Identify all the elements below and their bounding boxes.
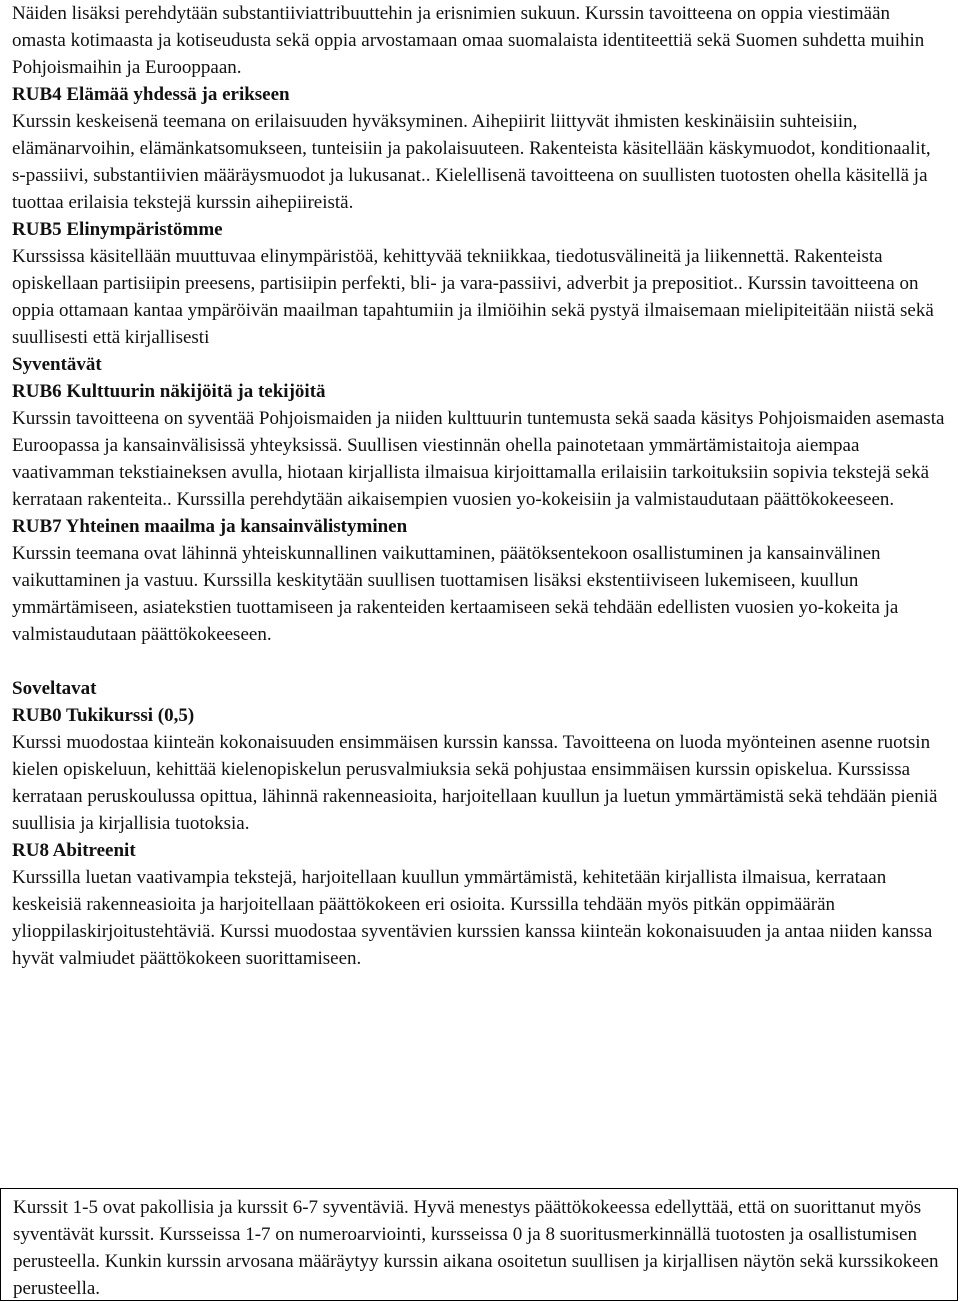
- heading-rub0: RUB0 Tukikurssi (0,5): [12, 705, 195, 726]
- paragraph-rub6: Kurssin tavoitteena on syventää Pohjoismaiden ja niiden kulttuurin tuntemusta sekä saada käsitys Pohjoismaiden asemasta Euroopassa ja kansainvälisissä yhteyksissä. Suullisen viestinnän ohella painotetaan ymmärtämistaitoja aiempaa vaativamman tekstiaineksen avulla, hiotaan kirjallista ilmaisua kirjoittamalla erilaisiin tarkoituksiin sopivia tekstejä sekä kerrataan rakenteita.. Kurssilla perehdytään aikaisempien vuosien yo-kokeisiin ja valmistaudutaan päättökokeeseen.: [12, 408, 945, 510]
- section-gap: [12, 648, 948, 675]
- heading-rub4: RUB4 Elämää yhdessä ja erikseen: [12, 84, 290, 105]
- document-body: [12, 0, 948, 972]
- heading-rub6: RUB6 Kulttuurin näkijöitä ja tekijöitä: [12, 381, 326, 402]
- heading-syventavat: Syventävät: [12, 354, 102, 375]
- course-note-text: Kurssit 1-5 ovat pakollisia ja kurssit 6-7 syventäviä. Hyvä menestys päättökokeessa edellyttää, että on suorittanut myös syventävät kurssit. Kursseissa 1-7 on numeroarviointi, kursseissa 0 ja 8 suoritusmerkinnällä tuotosten ja osallistumisen perusteella. Kunkin kurssin arvosana määräytyy kurssin aikana osoitetun suullisen ja kirjallisen näytön sekä kurssikokeen perusteella.: [13, 1197, 939, 1299]
- intro-paragraph: Näiden lisäksi perehdytään substantiiviattribuuttehin ja erisnimien sukuun. Kurssin tavoitteena on oppia viestimään omasta kotimaasta ja kotiseudusta sekä oppia arvostamaan omaa suomalaista identiteettiä sekä Suomen suhdetta muihin Pohjoismaihin ja Eurooppaan.: [12, 3, 925, 78]
- paragraph-rub7: Kurssin teemana ovat lähinnä yhteiskunnallinen vaikuttaminen, päätöksentekoon osallistuminen ja kansainvälinen vaikuttaminen ja vastuu. Kurssilla keskitytään suullisen tuottamisen lisäksi ekstentiiviseen lukemiseen, kuullun ymmärtämiseen, asiatekstien tuottamiseen ja rakenteiden kertaamiseen sekä tehdään edellisten vuosien yo-kokeita ja valmistaudutaan päättökokeeseen.: [12, 543, 899, 645]
- heading-soveltavat: Soveltavat: [12, 678, 97, 699]
- paragraph-rub4: Kurssin keskeisenä teemana on erilaisuuden hyväksyminen. Aihepiirit liittyvät ihmisten keskinäisiin suhteisiin, elämänarvoihin, elämänkatsomukseen, tunteisiin ja pakolaisuuteen. Rakenteista käsitellään käskymuodot, konditionaalit, s-passiivi, substantiivien määräysmuodot ja lukusanat.. Kielellisenä tavoitteena on suullisten tuotosten ohella käsitellä ja tuottaa erilaisia tekstejä kurssin aihepiireistä.: [12, 111, 931, 213]
- heading-ru8: RU8 Abitreenit: [12, 840, 136, 861]
- heading-rub5: RUB5 Elinympäristömme: [12, 219, 223, 240]
- paragraph-rub5: Kurssissa käsitellään muuttuvaa elinympäristöä, kehittyvää tekniikkaa, tiedotusvälineitä ja liikennettä. Rakenteista opiskellaan partisiipin preesens, partisiipin perfekti, bli- ja vara-passiivi, adverbit ja prepositiot.. Kurssin tavoitteena on oppia ottamaan kantaa ympäröivän maailman tapahtumiin ja ilmiöihin sekä pystyä ilmaisemaan mielipiteitään niistä sekä suullisesti että kirjallisesti: [12, 246, 934, 348]
- paragraph-rub0: Kurssi muodostaa kiinteän kokonaisuuden ensimmäisen kurssin kanssa. Tavoitteena on luoda myönteinen asenne ruotsin kielen opiskeluun, kehittää kielenopiskelun perusvalmiuksia sekä pohjustaa ensimmäisen kurssin opiskelua. Kurssissa kerrataan peruskoulussa opittua, lähinnä rakenneasioita, harjoitellaan kuullun ja luetun ymmärtämistä sekä tehdään pieniä suullisia ja kirjallisia tuotoksia.: [12, 732, 938, 834]
- course-note-box: [0, 1188, 958, 1301]
- heading-rub7: RUB7 Yhteinen maailma ja kansainvälistyminen: [12, 516, 408, 537]
- paragraph-ru8: Kurssilla luetan vaativampia tekstejä, harjoitellaan kuullun ymmärtämistä, kehitetään kirjallista ilmaisua, kerrataan keskeisiä rakenneasioita ja harjoitellaan päättökokeen eri osioita. Kurssilla tehdään myös pitkän oppimäärän ylioppilaskirjoitustehtäviä. Kurssi muodostaa syventävien kurssien kanssa kiinteän kokonaisuuden ja antaa niiden kanssa hyvät valmiudet päättökokeen suorittamiseen.: [12, 867, 933, 969]
